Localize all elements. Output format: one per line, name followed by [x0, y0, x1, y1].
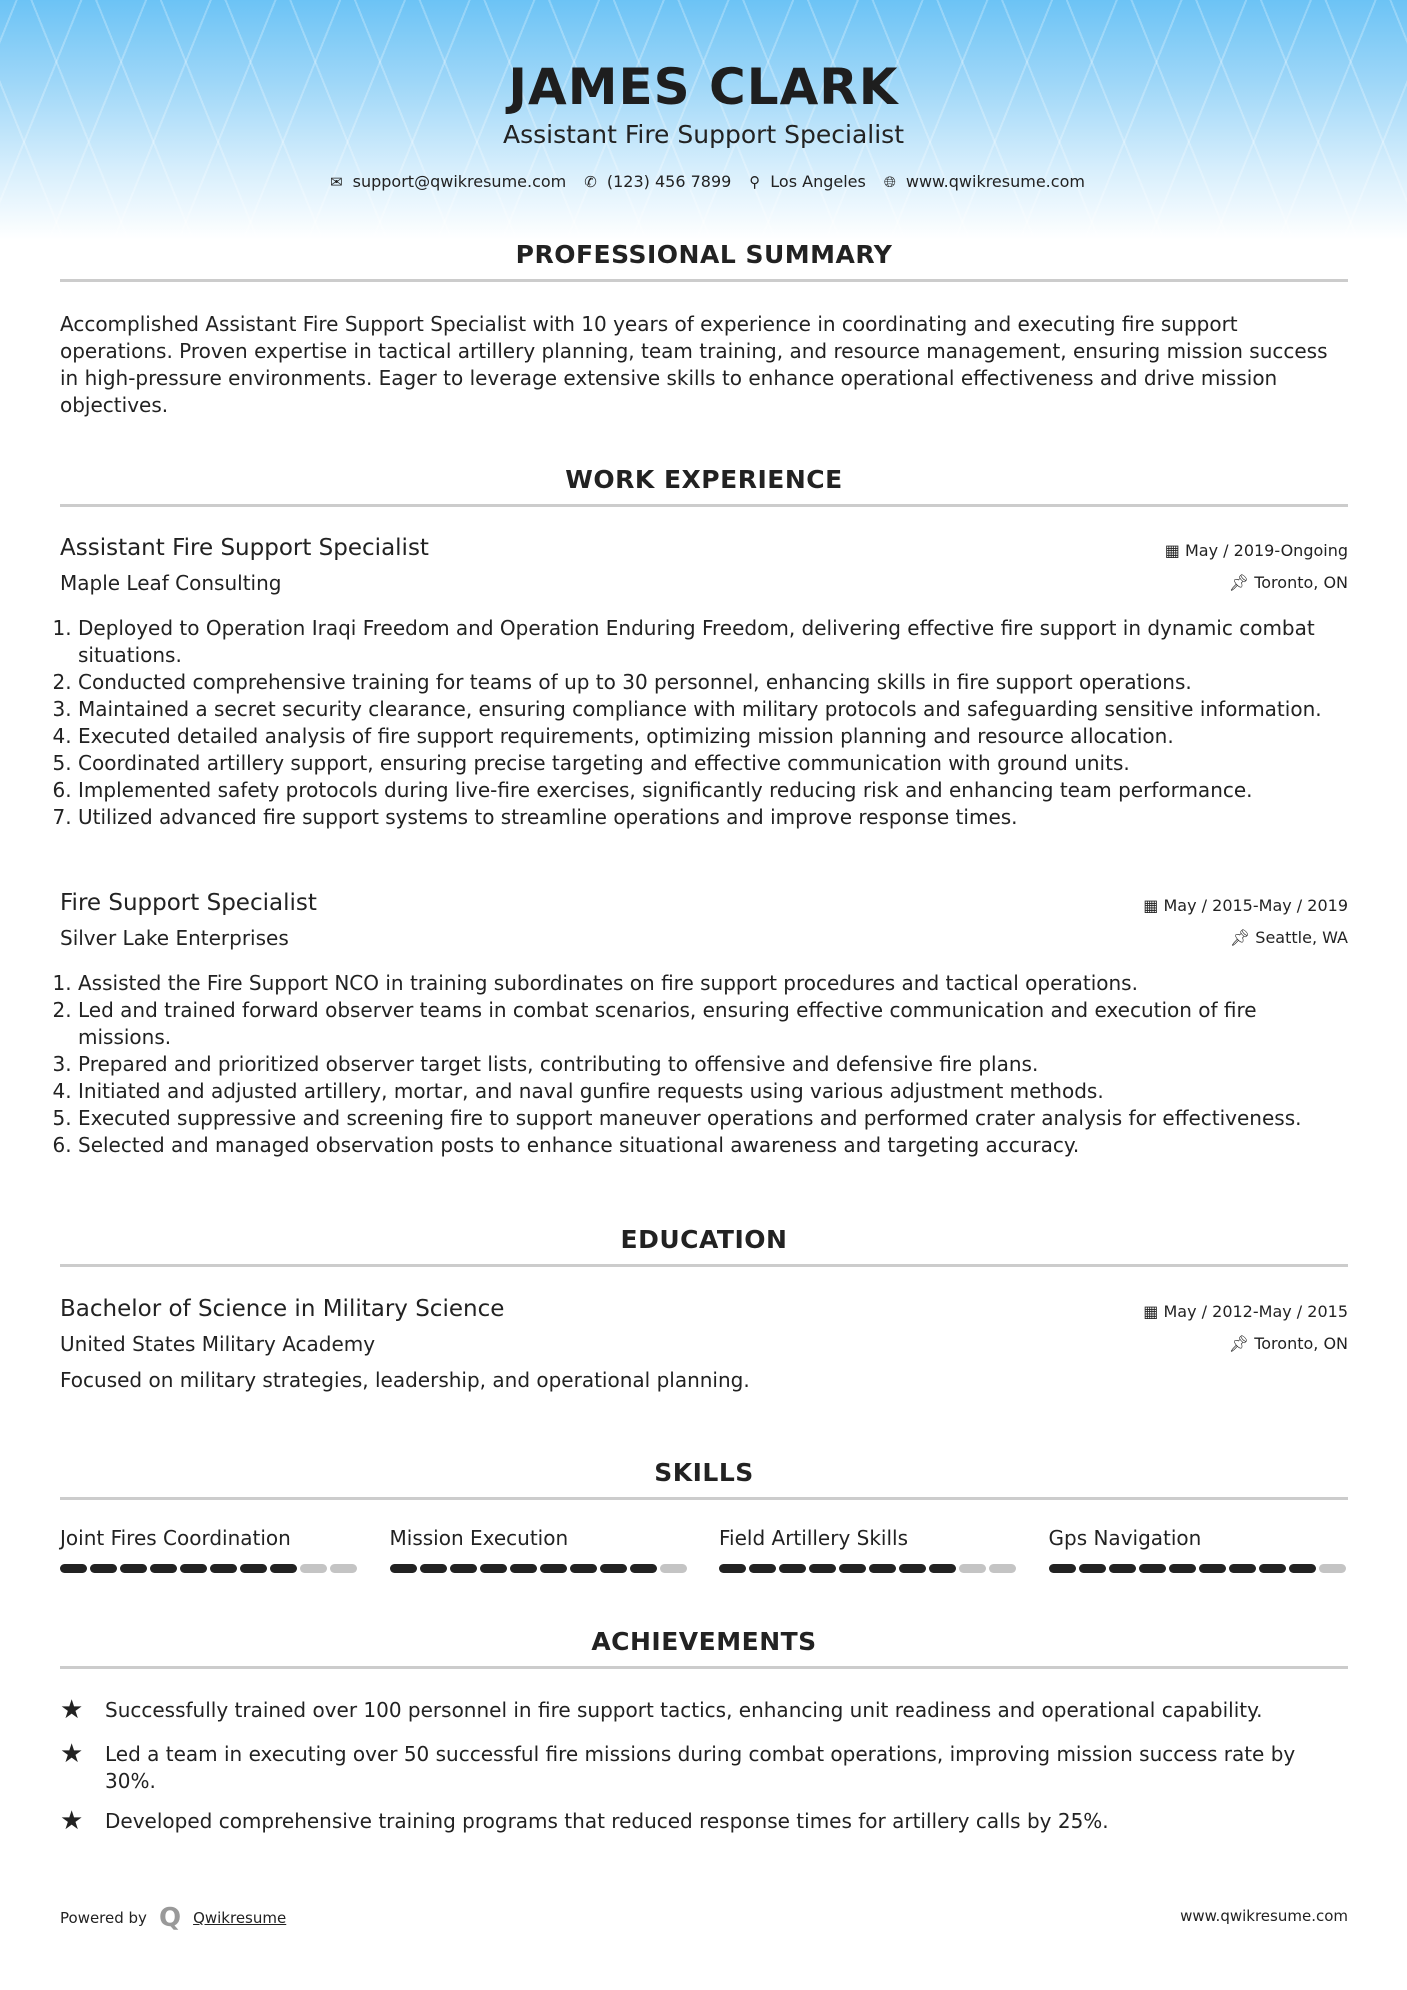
skill-rating-bar [60, 1564, 360, 1573]
rating-segment [240, 1564, 267, 1573]
rating-segment [210, 1564, 237, 1573]
star-icon: ★ [60, 1806, 84, 1836]
summary-section [60, 240, 1348, 282]
rating-segment [540, 1564, 567, 1573]
rating-segment [480, 1564, 507, 1573]
rating-segment [60, 1564, 87, 1573]
job-title: Assistant Fire Support Specialist [60, 535, 429, 561]
rating-segment [300, 1564, 327, 1573]
website[interactable]: www.qwikresume.com [905, 172, 1085, 191]
skill-name: Joint Fires Coordination [60, 1526, 291, 1550]
job-title: Fire Support Specialist [60, 890, 317, 916]
achievement-text: Led a team in executing over 50 successful fire missions during combat operations, improving mission success rate by 30%. [105, 1742, 1296, 1793]
rating-segment [1259, 1564, 1286, 1573]
phone-icon: ✆ [584, 172, 597, 191]
rating-segment [390, 1564, 417, 1573]
rating-segment [719, 1564, 746, 1573]
envelope-icon: ✉ [330, 172, 343, 191]
calendar-icon: ▦ [1143, 1302, 1164, 1321]
candidate-name: JAMES CLARK [508, 58, 899, 116]
bullet: 2. Led and trained forward observer teams in combat scenarios, ensuring effective communication and execution of fire missions. [78, 997, 1354, 1051]
job-location: Seattle, WA [1255, 928, 1348, 947]
achievement-text: Successfully trained over 100 personnel in fire support tactics, enhancing unit readiness and operational capability. [105, 1698, 1263, 1722]
experience-section [60, 465, 1348, 507]
bullet: 4. Initiated and adjusted artillery, mortar, and naval gunfire requests using various adjustment methods. [78, 1078, 1354, 1105]
job-location: Toronto, ON [1254, 573, 1348, 592]
skills-list [60, 1526, 1348, 1573]
rating-segment [1169, 1564, 1196, 1573]
bullet: 3. Prepared and prioritized observer target lists, contributing to offensive and defensive fire plans. [78, 1051, 1354, 1078]
star-icon: ★ [60, 1739, 84, 1769]
rating-segment [120, 1564, 147, 1573]
skill-name: Gps Navigation [1048, 1526, 1202, 1550]
bullet: 6. Selected and managed observation posts to enhance situational awareness and targeting accuracy. [78, 1132, 1354, 1159]
rating-segment [929, 1564, 956, 1573]
powered-by-label: Powered by [60, 1909, 147, 1927]
rating-segment [270, 1564, 297, 1573]
rating-segment [330, 1564, 357, 1573]
rating-segment [180, 1564, 207, 1573]
section-heading: ACHIEVEMENTS [60, 1627, 1348, 1669]
job-bullets [54, 615, 1354, 831]
section-heading: PROFESSIONAL SUMMARY [60, 240, 1348, 282]
calendar-icon: ▦ [1143, 896, 1164, 915]
company: Maple Leaf Consulting [60, 571, 282, 595]
rating-segment [809, 1564, 836, 1573]
star-icon: ★ [60, 1695, 84, 1725]
location: Los Angeles [770, 172, 866, 191]
rating-segment [1289, 1564, 1316, 1573]
rating-segment [899, 1564, 926, 1573]
bullet: 2. Conducted comprehensive training for teams of up to 30 personnel, enhancing skills in fire support operations. [78, 669, 1354, 696]
skill-item [1049, 1526, 1349, 1573]
rating-segment [570, 1564, 597, 1573]
education-date: May / 2012-May / 2015 [1163, 1302, 1348, 1321]
section-heading: SKILLS [60, 1458, 1348, 1500]
phone: (123) 456 7899 [606, 172, 732, 191]
map-pin-icon: ⚲ [749, 172, 761, 191]
rating-segment [660, 1564, 687, 1573]
skill-item [390, 1526, 690, 1573]
bullet: 5. Executed suppressive and screening fire to support maneuver operations and performed crater analysis for effectiveness. [78, 1105, 1354, 1132]
rating-segment [1319, 1564, 1346, 1573]
school: United States Military Academy [60, 1332, 376, 1356]
section-heading: WORK EXPERIENCE [60, 465, 1348, 507]
skill-item [60, 1526, 360, 1573]
job-date: May / 2015-May / 2019 [1163, 896, 1348, 915]
rating-segment [959, 1564, 986, 1573]
rating-segment [420, 1564, 447, 1573]
skill-rating-bar [719, 1564, 1019, 1573]
skill-item [719, 1526, 1019, 1573]
skill-name: Field Artillery Skills [719, 1526, 909, 1550]
achievement-text: Developed comprehensive training programs that reduced response times for artillery calls by 25%. [105, 1809, 1109, 1833]
pin-icon: 📌︎ [1229, 928, 1256, 947]
rating-segment [869, 1564, 896, 1573]
education-description: Focused on military strategies, leadership, and operational planning. [60, 1368, 750, 1392]
bullet: 3. Maintained a secret security clearance, ensuring compliance with military protocols and safeguarding sensitive information. [78, 696, 1354, 723]
bullet: 1. Assisted the Fire Support NCO in training subordinates on fire support procedures and tactical operations. [78, 970, 1354, 997]
bullet: 6. Implemented safety protocols during live-fire exercises, significantly reducing risk and enhancing team performance. [78, 777, 1354, 804]
bullet: 1. Deployed to Operation Iraqi Freedom and Operation Enduring Freedom, delivering effective fire support in dynamic combat situations. [78, 615, 1354, 669]
bullet: 7. Utilized advanced fire support systems to streamline operations and improve response times. [78, 804, 1354, 831]
rating-segment [779, 1564, 806, 1573]
achievement-item [60, 1808, 1350, 1835]
pin-icon: 📌︎ [1228, 1334, 1255, 1353]
calendar-icon: ▦ [1164, 541, 1185, 560]
skill-name: Mission Execution [389, 1526, 569, 1550]
company: Silver Lake Enterprises [60, 926, 289, 950]
rating-segment [989, 1564, 1016, 1573]
rating-segment [1229, 1564, 1256, 1573]
rating-segment [150, 1564, 177, 1573]
bullet: 5. Coordinated artillery support, ensuring precise targeting and effective communication with ground units. [78, 750, 1354, 777]
rating-segment [600, 1564, 627, 1573]
rating-segment [1049, 1564, 1076, 1573]
job-date: May / 2019-Ongoing [1185, 541, 1348, 560]
section-heading: EDUCATION [60, 1225, 1348, 1267]
rating-segment [1109, 1564, 1136, 1573]
email[interactable]: support@qwikresume.com [352, 172, 567, 191]
rating-segment [510, 1564, 537, 1573]
footer-powered [60, 1903, 286, 1933]
contact-bar [0, 172, 1407, 191]
rating-segment [630, 1564, 657, 1573]
rating-segment [1199, 1564, 1226, 1573]
achievement-item [60, 1697, 1350, 1724]
education-section [60, 1225, 1348, 1267]
header-banner [0, 0, 1407, 240]
job-bullets [54, 970, 1354, 1159]
bullet: 4. Executed detailed analysis of fire support requirements, optimizing mission planning and resource allocation. [78, 723, 1354, 750]
pin-icon: 📌︎ [1228, 573, 1255, 592]
qwikresume-logo-icon: Q [158, 1903, 182, 1933]
rating-segment [1079, 1564, 1106, 1573]
education-location: Toronto, ON [1254, 1334, 1348, 1353]
candidate-title: Assistant Fire Support Specialist [502, 120, 905, 149]
rating-segment [1139, 1564, 1166, 1573]
footer-website[interactable]: www.qwikresume.com [1180, 1907, 1348, 1925]
rating-segment [749, 1564, 776, 1573]
skill-rating-bar [1049, 1564, 1349, 1573]
rating-segment [839, 1564, 866, 1573]
degree: Bachelor of Science in Military Science [60, 1296, 505, 1322]
brand-link[interactable]: Qwikresume [193, 1909, 287, 1927]
rating-segment [90, 1564, 117, 1573]
summary-text: Accomplished Assistant Fire Support Specialist with 10 years of experience in coordinating and executing fire support operations. Proven expertise in tactical artillery planning, team training, and resource management, ensuring mission success in high-pressure environments. Eager to leverage extensive skills to enhance operational effectiveness and drive mission objectives. [60, 312, 1328, 417]
skill-rating-bar [390, 1564, 690, 1573]
achievements-section [60, 1627, 1348, 1669]
globe-icon: 🌐︎ [883, 172, 896, 191]
skills-section [60, 1458, 1348, 1500]
achievement-item [60, 1741, 1350, 1795]
rating-segment [450, 1564, 477, 1573]
